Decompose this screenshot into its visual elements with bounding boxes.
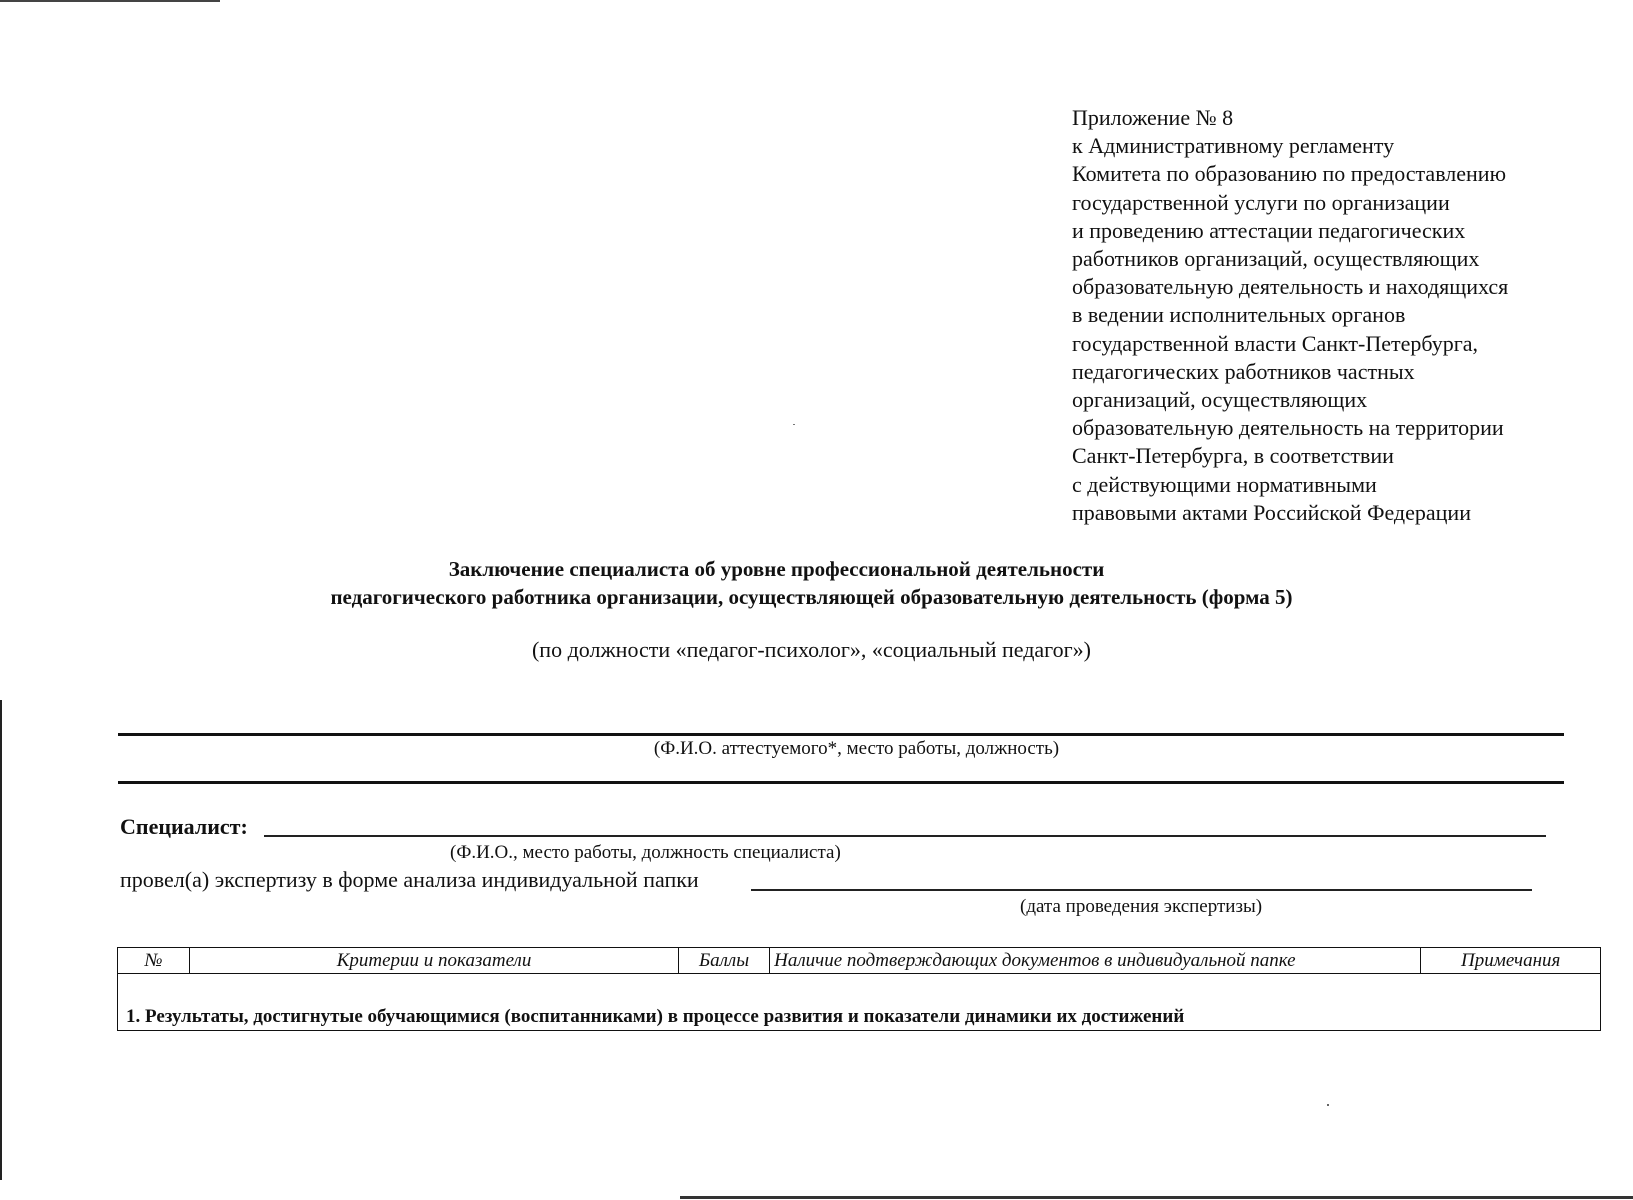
header-notes: Примечания (1421, 948, 1601, 974)
appendix-line: государственной власти Санкт-Петербурга, (1072, 330, 1479, 356)
appendix-line: государственной услуги по организации (1072, 189, 1450, 215)
document-title-line-1: Заключение специалиста об уровне профессиональной деятельности (448, 557, 1105, 581)
specialist-fill-line[interactable] (264, 835, 1546, 837)
appendix-line: педагогических работников частных (1072, 358, 1415, 384)
appendix-line: к Административному регламенту (1072, 133, 1395, 159)
appendix-line: Приложение № 8 (1072, 105, 1234, 130)
appendix-line: Санкт-Петербурга, в соответствии (1072, 443, 1394, 469)
table-row (118, 974, 1601, 1031)
criteria-table (117, 947, 1601, 1031)
fio-caption: (Ф.И.О. аттестуемого*, место работы, должность) (653, 738, 1060, 759)
specialist-caption: (Ф.И.О., место работы, должность специалиста) (450, 842, 841, 863)
appendix-line: Комитета по образованию по предоставлению (1072, 161, 1507, 187)
document-title-line-2: педагогического работника организации, осуществляющей образовательную деятельность (форма 5) (330, 585, 1293, 609)
scan-speck (1327, 1104, 1329, 1106)
specialist-label: Специалист: (120, 814, 248, 839)
table-header-row (118, 948, 1601, 974)
fio-underline (118, 733, 1564, 736)
appendix-line: и проведению аттестации педагогических (1072, 217, 1466, 243)
appendix-line: образовательную деятельность и находящихся (1072, 274, 1509, 300)
appendix-line: образовательную деятельность на территории (1072, 415, 1504, 441)
appendix-line: с действующими нормативными (1072, 471, 1377, 497)
appendix-line: работников организаций, осуществляющих (1072, 246, 1480, 272)
section-heading: 1. Результаты, достигнутые обучающимися (воспитанниками) в процессе развития и показатели динамики их достижений (118, 974, 1601, 1031)
appendix-line: правовыми актами Российской Федерации (1072, 499, 1471, 525)
scan-speck (793, 424, 795, 425)
scan-edge-bottom (680, 1196, 1633, 1199)
header-criteria: Критерии и показатели (190, 948, 679, 974)
fio-underline-2 (118, 781, 1564, 784)
date-caption: (дата проведения экспертизы) (1020, 896, 1263, 917)
expertise-date-fill-line[interactable] (751, 889, 1532, 891)
header-documents: Наличие подтверждающих документов в индивидуальной папке (770, 948, 1421, 974)
appendix-line: организаций, осуществляющих (1072, 387, 1368, 413)
scan-edge-top (0, 0, 220, 2)
scan-edge-left (0, 700, 2, 1180)
document-subtitle: (по должности «педагог-психолог», «социальный педагог») (531, 637, 1091, 662)
header-num: № (118, 948, 190, 974)
appendix-line: в ведении исполнительных органов (1072, 302, 1406, 328)
appendix-header (1072, 104, 1592, 527)
expertise-text: провел(а) экспертизу в форме анализа индивидуальной папки (120, 867, 699, 892)
header-score: Баллы (678, 948, 769, 974)
